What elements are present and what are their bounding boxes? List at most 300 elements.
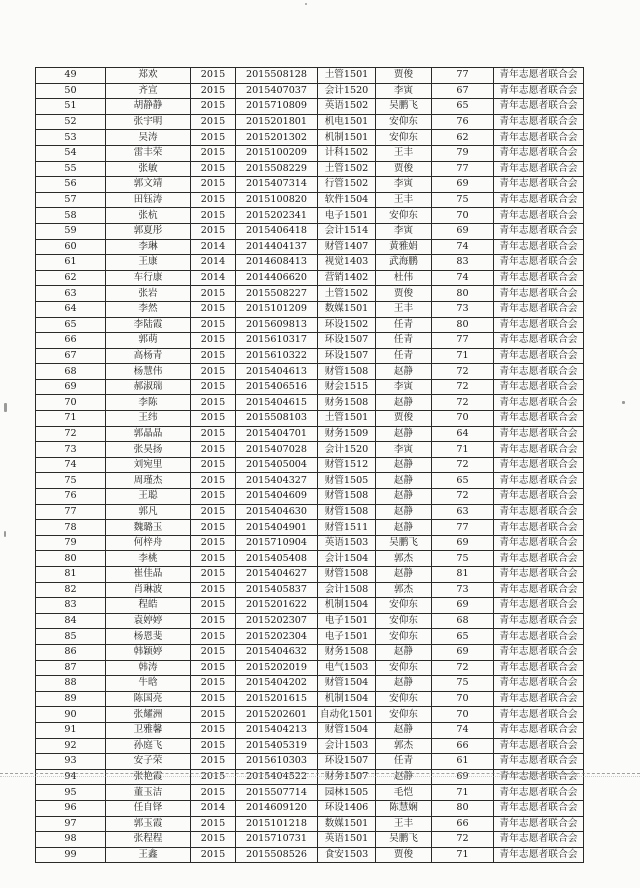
enrollment-year: 2015	[191, 333, 236, 349]
table-row	[36, 395, 584, 411]
organization: 青年志愿者联合会	[494, 769, 584, 785]
row-number: 98	[36, 832, 106, 848]
table-row	[36, 192, 584, 208]
row-number: 81	[36, 567, 106, 583]
organization: 青年志愿者联合会	[494, 504, 584, 520]
student-id: 2015404901	[236, 520, 318, 536]
teacher-name: 李寅	[376, 379, 432, 395]
class-name: 财管1508	[318, 364, 376, 380]
teacher-name: 安仰东	[376, 208, 432, 224]
teacher-name: 赵静	[376, 457, 432, 473]
class-name: 计科1502	[318, 145, 376, 161]
student-id: 2015404615	[236, 395, 318, 411]
organization: 青年志愿者联合会	[494, 364, 584, 380]
score: 66	[432, 816, 494, 832]
enrollment-year: 2015	[191, 660, 236, 676]
score: 63	[432, 504, 494, 520]
teacher-name: 郭杰	[376, 738, 432, 754]
student-name: 张昊扬	[106, 442, 191, 458]
student-name: 张耀洲	[106, 707, 191, 723]
enrollment-year: 2015	[191, 130, 236, 146]
organization: 青年志愿者联合会	[494, 535, 584, 551]
student-name: 陈国亮	[106, 691, 191, 707]
student-id: 2015610322	[236, 348, 318, 364]
teacher-name: 赵静	[376, 769, 432, 785]
organization: 青年志愿者联合会	[494, 457, 584, 473]
score: 69	[432, 769, 494, 785]
table-row	[36, 457, 584, 473]
class-name: 会计1508	[318, 582, 376, 598]
table-row	[36, 426, 584, 442]
student-name: 卫雅馨	[106, 722, 191, 738]
student-id: 2015507714	[236, 785, 318, 801]
student-id: 2015202341	[236, 208, 318, 224]
teacher-name: 吴鹏飞	[376, 99, 432, 115]
score: 70	[432, 691, 494, 707]
score: 72	[432, 379, 494, 395]
row-number: 77	[36, 504, 106, 520]
enrollment-year: 2015	[191, 504, 236, 520]
score: 77	[432, 520, 494, 536]
enrollment-year: 2015	[191, 223, 236, 239]
student-name: 杨慧伟	[106, 364, 191, 380]
class-name: 自动化1501	[318, 707, 376, 723]
organization: 青年志愿者联合会	[494, 520, 584, 536]
enrollment-year: 2015	[191, 629, 236, 645]
organization: 青年志愿者联合会	[494, 442, 584, 458]
student-name: 牛晗	[106, 676, 191, 692]
table-row	[36, 504, 584, 520]
student-id: 2015710809	[236, 99, 318, 115]
score: 64	[432, 426, 494, 442]
row-number: 93	[36, 754, 106, 770]
row-number: 69	[36, 379, 106, 395]
score: 67	[432, 83, 494, 99]
row-number: 97	[36, 816, 106, 832]
row-number: 66	[36, 333, 106, 349]
student-name: 李然	[106, 301, 191, 317]
organization: 青年志愿者联合会	[494, 832, 584, 848]
enrollment-year: 2015	[191, 379, 236, 395]
row-number: 64	[36, 301, 106, 317]
student-id: 2015201615	[236, 691, 318, 707]
teacher-name: 杜伟	[376, 270, 432, 286]
student-id: 2015100820	[236, 192, 318, 208]
teacher-name: 赵静	[376, 504, 432, 520]
student-name: 崔佳晶	[106, 567, 191, 583]
student-id: 2015404627	[236, 567, 318, 583]
student-id: 2015202601	[236, 707, 318, 723]
enrollment-year: 2015	[191, 317, 236, 333]
teacher-name: 赵静	[376, 722, 432, 738]
row-number: 83	[36, 598, 106, 614]
enrollment-year: 2014	[191, 239, 236, 255]
teacher-name: 安仰东	[376, 613, 432, 629]
student-name: 王纬	[106, 411, 191, 427]
row-number: 95	[36, 785, 106, 801]
student-name: 魏璐玉	[106, 520, 191, 536]
table-row	[36, 114, 584, 130]
organization: 青年志愿者联合会	[494, 613, 584, 629]
enrollment-year: 2015	[191, 68, 236, 84]
score: 77	[432, 161, 494, 177]
enrollment-year: 2015	[191, 426, 236, 442]
teacher-name: 赵静	[376, 364, 432, 380]
table-row	[36, 130, 584, 146]
score: 69	[432, 177, 494, 193]
class-name: 机制1504	[318, 691, 376, 707]
score: 72	[432, 457, 494, 473]
row-number: 73	[36, 442, 106, 458]
class-name: 会计1504	[318, 551, 376, 567]
teacher-name: 赵静	[376, 489, 432, 505]
score: 81	[432, 567, 494, 583]
row-number: 90	[36, 707, 106, 723]
organization: 青年志愿者联合会	[494, 738, 584, 754]
table-row	[36, 535, 584, 551]
row-number: 53	[36, 130, 106, 146]
scan-artifact-line	[0, 776, 640, 778]
table-row	[36, 161, 584, 177]
class-name: 土管1502	[318, 161, 376, 177]
student-id: 2015405408	[236, 551, 318, 567]
enrollment-year: 2015	[191, 442, 236, 458]
organization: 青年志愿者联合会	[494, 223, 584, 239]
row-number: 86	[36, 644, 106, 660]
score: 73	[432, 301, 494, 317]
enrollment-year: 2015	[191, 754, 236, 770]
row-number: 75	[36, 473, 106, 489]
teacher-name: 李寅	[376, 223, 432, 239]
student-id: 2015404522	[236, 769, 318, 785]
score: 80	[432, 317, 494, 333]
student-id: 2015710904	[236, 535, 318, 551]
student-name: 安子荣	[106, 754, 191, 770]
class-name: 会计1520	[318, 442, 376, 458]
class-name: 环设1507	[318, 333, 376, 349]
row-number: 70	[36, 395, 106, 411]
class-name: 土管1501	[318, 411, 376, 427]
teacher-name: 赵静	[376, 473, 432, 489]
class-name: 数媒1501	[318, 816, 376, 832]
enrollment-year: 2015	[191, 145, 236, 161]
table-row	[36, 567, 584, 583]
enrollment-year: 2015	[191, 473, 236, 489]
class-name: 财务1508	[318, 395, 376, 411]
teacher-name: 赵静	[376, 395, 432, 411]
enrollment-year: 2015	[191, 785, 236, 801]
student-id: 2015407028	[236, 442, 318, 458]
student-name: 郭凡	[106, 504, 191, 520]
student-id: 2015405319	[236, 738, 318, 754]
score: 72	[432, 364, 494, 380]
student-name: 李琳	[106, 239, 191, 255]
score: 61	[432, 754, 494, 770]
teacher-name: 任青	[376, 317, 432, 333]
student-id: 2015610317	[236, 333, 318, 349]
student-id: 2015202019	[236, 660, 318, 676]
organization: 青年志愿者联合会	[494, 426, 584, 442]
student-id: 2015508103	[236, 411, 318, 427]
organization: 青年志愿者联合会	[494, 785, 584, 801]
student-name: 李陆霞	[106, 317, 191, 333]
organization: 青年志愿者联合会	[494, 660, 584, 676]
student-name: 张杭	[106, 208, 191, 224]
class-name: 财管1508	[318, 567, 376, 583]
enrollment-year: 2015	[191, 644, 236, 660]
student-id: 2014404137	[236, 239, 318, 255]
teacher-name: 贾俊	[376, 68, 432, 84]
table-row	[36, 707, 584, 723]
class-name: 英语1501	[318, 832, 376, 848]
student-name: 王鑫	[106, 847, 191, 863]
teacher-name: 赵静	[376, 676, 432, 692]
row-number: 54	[36, 145, 106, 161]
score: 72	[432, 832, 494, 848]
row-number: 99	[36, 847, 106, 863]
table-row	[36, 800, 584, 816]
student-id: 2014608413	[236, 255, 318, 271]
row-number: 82	[36, 582, 106, 598]
row-number: 57	[36, 192, 106, 208]
class-name: 财管1508	[318, 489, 376, 505]
score: 70	[432, 707, 494, 723]
enrollment-year: 2015	[191, 489, 236, 505]
class-name: 财务1507	[318, 769, 376, 785]
organization: 青年志愿者联合会	[494, 644, 584, 660]
teacher-name: 贾俊	[376, 411, 432, 427]
class-name: 环设1507	[318, 348, 376, 364]
student-name: 杨恩斐	[106, 629, 191, 645]
score: 71	[432, 348, 494, 364]
class-name: 食安1503	[318, 847, 376, 863]
row-number: 76	[36, 489, 106, 505]
table-row	[36, 520, 584, 536]
enrollment-year: 2015	[191, 83, 236, 99]
table-row	[36, 317, 584, 333]
class-name: 机电1501	[318, 114, 376, 130]
organization: 青年志愿者联合会	[494, 567, 584, 583]
class-name: 机制1504	[318, 598, 376, 614]
enrollment-year: 2015	[191, 582, 236, 598]
table-row	[36, 145, 584, 161]
student-name: 韩涛	[106, 660, 191, 676]
student-name: 郭玉霞	[106, 816, 191, 832]
student-name: 王聪	[106, 489, 191, 505]
enrollment-year: 2015	[191, 114, 236, 130]
table-row	[36, 598, 584, 614]
class-name: 财管1512	[318, 457, 376, 473]
score: 71	[432, 847, 494, 863]
score: 77	[432, 333, 494, 349]
teacher-name: 安仰东	[376, 629, 432, 645]
table-row	[36, 613, 584, 629]
row-number: 55	[36, 161, 106, 177]
table-row	[36, 489, 584, 505]
organization: 青年志愿者联合会	[494, 192, 584, 208]
student-name: 郭文靖	[106, 177, 191, 193]
row-number: 61	[36, 255, 106, 271]
score: 72	[432, 489, 494, 505]
row-number: 74	[36, 457, 106, 473]
score: 66	[432, 738, 494, 754]
organization: 青年志愿者联合会	[494, 551, 584, 567]
organization: 青年志愿者联合会	[494, 489, 584, 505]
enrollment-year: 2015	[191, 738, 236, 754]
student-id: 2015201622	[236, 598, 318, 614]
student-name: 任自铎	[106, 800, 191, 816]
teacher-name: 赵静	[376, 520, 432, 536]
student-name: 孙庭飞	[106, 738, 191, 754]
class-name: 行管1502	[318, 177, 376, 193]
table-row	[36, 364, 584, 380]
organization: 青年志愿者联合会	[494, 582, 584, 598]
class-name: 财管1407	[318, 239, 376, 255]
student-name: 周瑾杰	[106, 473, 191, 489]
organization: 青年志愿者联合会	[494, 816, 584, 832]
student-id: 2015405837	[236, 582, 318, 598]
class-name: 会计1514	[318, 223, 376, 239]
class-name: 财管1505	[318, 473, 376, 489]
student-id: 2015202307	[236, 613, 318, 629]
volunteer-roster-table	[35, 67, 584, 863]
organization: 青年志愿者联合会	[494, 83, 584, 99]
scan-speck	[622, 401, 625, 404]
class-name: 视觉1403	[318, 255, 376, 271]
row-number: 58	[36, 208, 106, 224]
row-number: 94	[36, 769, 106, 785]
enrollment-year: 2015	[191, 208, 236, 224]
student-name: 韩颖婷	[106, 644, 191, 660]
student-name: 何梓舟	[106, 535, 191, 551]
score: 69	[432, 598, 494, 614]
table-row	[36, 722, 584, 738]
score: 68	[432, 613, 494, 629]
table-row	[36, 660, 584, 676]
score: 70	[432, 411, 494, 427]
teacher-name: 吴鹏飞	[376, 832, 432, 848]
organization: 青年志愿者联合会	[494, 239, 584, 255]
scan-speck	[305, 3, 307, 5]
enrollment-year: 2015	[191, 192, 236, 208]
class-name: 电子1501	[318, 613, 376, 629]
enrollment-year: 2015	[191, 301, 236, 317]
student-name: 郝淑瑞	[106, 379, 191, 395]
teacher-name: 安仰东	[376, 660, 432, 676]
enrollment-year: 2015	[191, 411, 236, 427]
class-name: 环设1502	[318, 317, 376, 333]
student-name: 李陈	[106, 395, 191, 411]
enrollment-year: 2015	[191, 613, 236, 629]
student-name: 张岩	[106, 286, 191, 302]
class-name: 数媒1501	[318, 301, 376, 317]
row-number: 56	[36, 177, 106, 193]
organization: 青年志愿者联合会	[494, 348, 584, 364]
organization: 青年志愿者联合会	[494, 99, 584, 115]
student-name: 张敏	[106, 161, 191, 177]
row-number: 52	[36, 114, 106, 130]
teacher-name: 安仰东	[376, 707, 432, 723]
teacher-name: 赵静	[376, 567, 432, 583]
student-id: 2015201801	[236, 114, 318, 130]
teacher-name: 任青	[376, 754, 432, 770]
teacher-name: 陈慧娴	[376, 800, 432, 816]
student-name: 吴涛	[106, 130, 191, 146]
student-name: 张艳霞	[106, 769, 191, 785]
teacher-name: 吴鹏飞	[376, 535, 432, 551]
table-row	[36, 177, 584, 193]
teacher-name: 王丰	[376, 192, 432, 208]
table-row	[36, 286, 584, 302]
organization: 青年志愿者联合会	[494, 255, 584, 271]
student-id: 2015407314	[236, 177, 318, 193]
student-id: 2015404609	[236, 489, 318, 505]
class-name: 机制1501	[318, 130, 376, 146]
organization: 青年志愿者联合会	[494, 68, 584, 84]
table-row	[36, 754, 584, 770]
teacher-name: 安仰东	[376, 691, 432, 707]
student-id: 2014406620	[236, 270, 318, 286]
row-number: 62	[36, 270, 106, 286]
teacher-name: 贾俊	[376, 847, 432, 863]
table-row	[36, 473, 584, 489]
teacher-name: 安仰东	[376, 114, 432, 130]
score: 65	[432, 99, 494, 115]
table-row	[36, 239, 584, 255]
student-id: 2015404613	[236, 364, 318, 380]
enrollment-year: 2015	[191, 847, 236, 863]
class-name: 财管1504	[318, 676, 376, 692]
score: 77	[432, 68, 494, 84]
student-id: 2015508526	[236, 847, 318, 863]
enrollment-year: 2015	[191, 348, 236, 364]
row-number: 80	[36, 551, 106, 567]
row-number: 92	[36, 738, 106, 754]
row-number: 89	[36, 691, 106, 707]
score: 65	[432, 629, 494, 645]
enrollment-year: 2015	[191, 676, 236, 692]
enrollment-year: 2015	[191, 707, 236, 723]
score: 70	[432, 208, 494, 224]
organization: 青年志愿者联合会	[494, 754, 584, 770]
teacher-name: 武海鹏	[376, 255, 432, 271]
student-id: 2015404327	[236, 473, 318, 489]
class-name: 财管1508	[318, 504, 376, 520]
enrollment-year: 2015	[191, 567, 236, 583]
table-row	[36, 442, 584, 458]
class-name: 电子1501	[318, 629, 376, 645]
row-number: 68	[36, 364, 106, 380]
enrollment-year: 2015	[191, 832, 236, 848]
enrollment-year: 2014	[191, 270, 236, 286]
enrollment-year: 2015	[191, 551, 236, 567]
organization: 青年志愿者联合会	[494, 114, 584, 130]
table-row	[36, 644, 584, 660]
organization: 青年志愿者联合会	[494, 379, 584, 395]
class-name: 财务1509	[318, 426, 376, 442]
class-name: 环设1406	[318, 800, 376, 816]
teacher-name: 李寅	[376, 177, 432, 193]
teacher-name: 王丰	[376, 301, 432, 317]
row-number: 60	[36, 239, 106, 255]
table-row	[36, 676, 584, 692]
score: 75	[432, 676, 494, 692]
class-name: 英语1502	[318, 99, 376, 115]
class-name: 会计1503	[318, 738, 376, 754]
student-name: 齐宣	[106, 83, 191, 99]
organization: 青年志愿者联合会	[494, 177, 584, 193]
student-name: 郭晶晶	[106, 426, 191, 442]
